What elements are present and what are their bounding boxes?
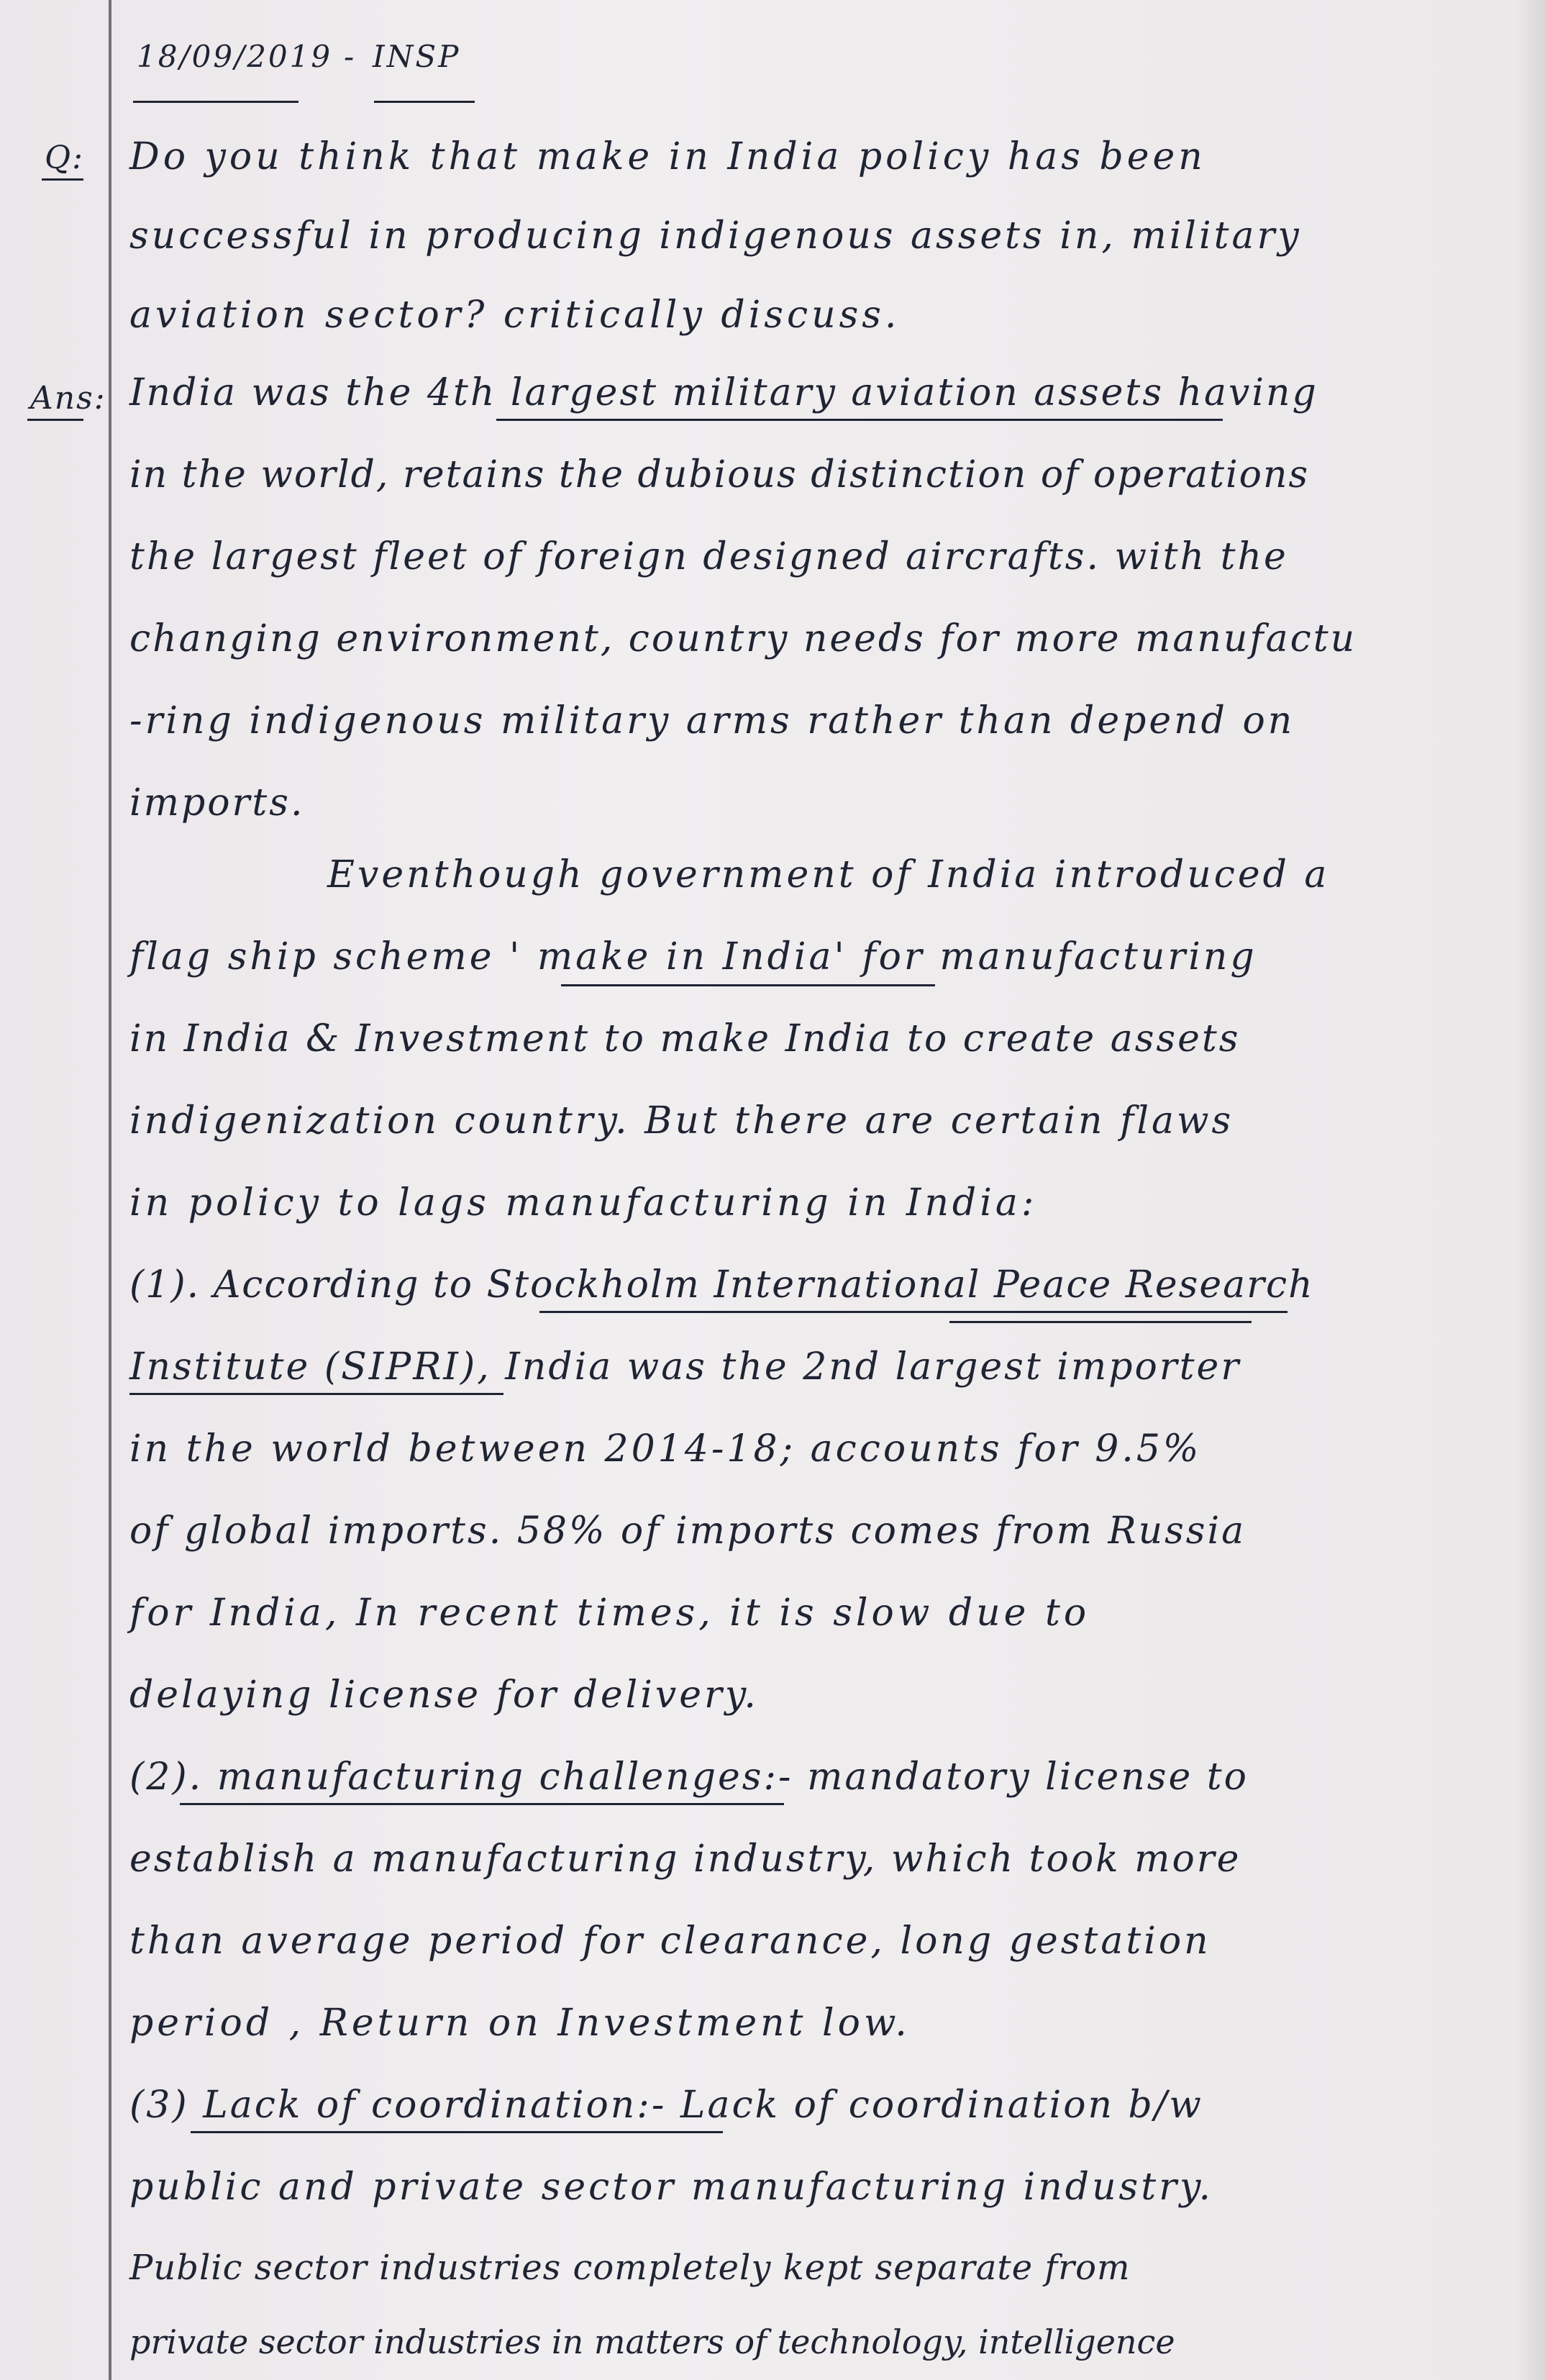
scheme-underline xyxy=(561,984,935,986)
point1-line-6: delaying license for delivery. xyxy=(129,1673,759,1717)
sipri-underline-1 xyxy=(539,1311,1288,1313)
answer-intro-line-2: in the world, retains the dubious distinction of operations xyxy=(129,453,1310,496)
point3-line-1: (3) Lack of coordination:- Lack of coordination b/w xyxy=(129,2084,1203,2127)
question-line-1: Do you think that make in India policy has been xyxy=(129,135,1206,178)
answer-intro-line-1: India was the 4th largest military aviation assets having xyxy=(129,371,1318,414)
point1-line-4: of global imports. 58% of imports comes from Russia xyxy=(129,1509,1247,1553)
para2-line-4: indigenization country. But there are certain flaws xyxy=(129,1099,1234,1143)
margin-line xyxy=(109,0,111,2380)
point2-line-1: (2). manufacturing challenges:- mandatory license to xyxy=(129,1756,1249,1799)
para2-line-1: Eventhough government of India introduced a xyxy=(327,853,1330,896)
para2-line-2: flag ship scheme ' make in India' for manufacturing xyxy=(129,935,1257,978)
coordination-underline xyxy=(191,2131,723,2133)
point3-line-3: Public sector industries completely kept separate from xyxy=(129,2248,1131,2288)
question-line-3: aviation sector? critically discuss. xyxy=(129,294,901,337)
point1-line-2: Institute (SIPRI), India was the 2nd largest importer xyxy=(129,1345,1241,1389)
challenges-underline xyxy=(180,1803,784,1805)
para2-line-3: in India & Investment to make India to create assets xyxy=(129,1017,1241,1060)
point1-line-1: (1). According to Stockholm International Peace Research xyxy=(129,1263,1314,1307)
answer-intro-line-6: imports. xyxy=(129,781,305,825)
point2-line-3: than average period for clearance, long gestation xyxy=(129,1920,1211,1963)
page-edge-shadow xyxy=(1516,0,1545,2380)
answer-intro-line-4: changing environment, country needs for more manufactu xyxy=(129,617,1357,660)
question-marker: Q: xyxy=(45,140,84,176)
date-separator: - xyxy=(344,39,357,74)
point1-line-3: in the world between 2014-18; accounts for 9.5% xyxy=(129,1427,1202,1471)
date-underline xyxy=(133,101,298,103)
point1-line-5: for India, In recent times, it is slow due to xyxy=(129,1591,1090,1635)
subject-underline xyxy=(374,101,475,103)
answer-marker-underline xyxy=(27,419,83,421)
sipri-underline-2 xyxy=(129,1393,503,1395)
para2-line-5: in policy to lags manufacturing in India: xyxy=(129,1181,1038,1225)
point2-line-4: period , Return on Investment low. xyxy=(129,2002,911,2045)
intro-emphasis-underline xyxy=(496,419,1223,421)
answer-marker: Ans: xyxy=(30,380,106,417)
point3-line-4: private sector industries in matters of technology, intelligence xyxy=(129,2322,1175,2361)
date: 18/09/2019 xyxy=(137,39,333,74)
point2-line-2: establish a manufacturing industry, which took more xyxy=(129,1838,1241,1881)
answer-intro-line-3: the largest fleet of foreign designed aircrafts. with the xyxy=(129,535,1288,578)
question-marker-underline xyxy=(42,178,83,181)
question-line-2: successful in producing indigenous assets in, military xyxy=(129,214,1302,258)
point3-line-2: public and private sector manufacturing industry. xyxy=(129,2166,1213,2209)
answer-intro-line-5: -ring indigenous military arms rather than depend on xyxy=(129,699,1295,742)
importer-underline xyxy=(949,1321,1252,1323)
subject-code: INSP xyxy=(373,39,461,74)
